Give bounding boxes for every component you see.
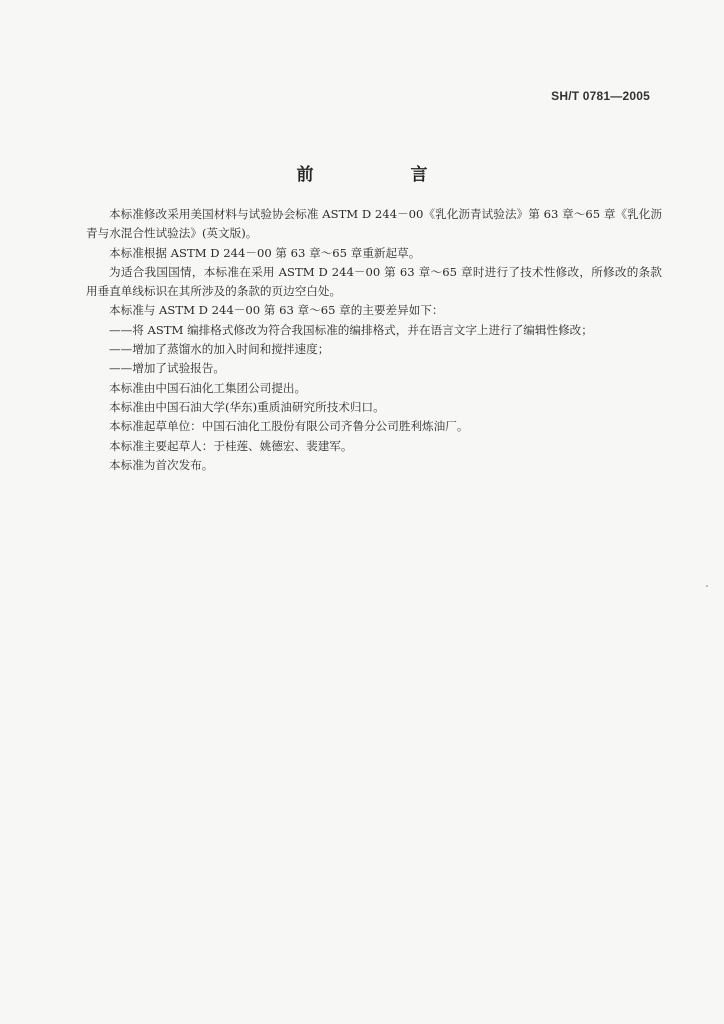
difference-item-water: ——增加了蒸馏水的加入时间和搅拌速度； (109, 342, 330, 357)
paragraph-drafting-basis: 本标准根据 ASTM D 244－00 第 63 章～65 章重新起草。 (109, 245, 421, 260)
page-title: 前 言 (296, 165, 468, 185)
difference-item-report: ——增加了试验报告。 (109, 361, 225, 376)
paragraph-drafting-unit: 本标准起草单位：中国石油化工股份有限公司齐鲁分公司胜利炼油厂。 (109, 419, 469, 434)
paragraph-proposer: 本标准由中国石油化工集团公司提出。 (109, 380, 307, 395)
paragraph-differences-intro: 本标准与 ASTM D 244－00 第 63 章～65 章的主要差异如下： (109, 303, 444, 318)
document-code: SH/T 0781—2005 (551, 89, 650, 103)
scan-speck (706, 585, 708, 587)
paragraph-adoption: 本标准修改采用美国材料与试验协会标准 ASTM D 244－00《乳化沥青试验法》第 63 章～65 章《乳化沥青与水混合性试验法》(英文版)。 (86, 207, 662, 241)
foreword-body (86, 205, 662, 475)
paragraph-technical-authority: 本标准由中国石油大学(华东)重质油研究所技术归口。 (109, 399, 385, 414)
difference-item-format: ——将 ASTM 编排格式修改为符合我国标准的编排格式，并在语言文字上进行了编辑性修改； (109, 322, 593, 337)
paragraph-first-release: 本标准为首次发布。 (109, 457, 214, 472)
paragraph-drafters: 本标准主要起草人：于桂莲、姚德宏、裴建军。 (109, 438, 353, 453)
paragraph-technical-changes: 为适合我国国情，本标准在采用 ASTM D 244－00 第 63 章～65 章时进行了技术性修改，所修改的条款用垂直单线标识在其所涉及的条款的页边空白处。 (86, 264, 662, 299)
